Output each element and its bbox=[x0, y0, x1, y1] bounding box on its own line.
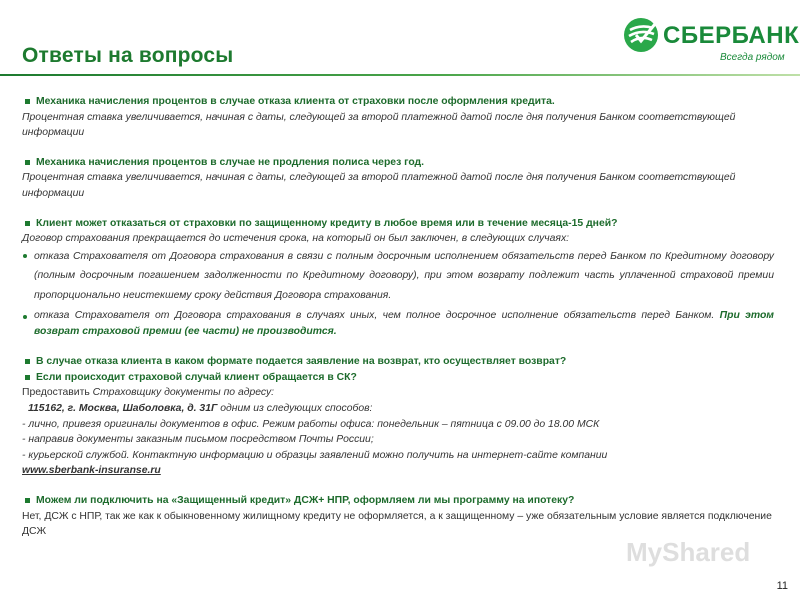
method-line-3: - курьерской службой. Контактную информацию и образцы заявлений можно получить на интернет-сайте компании bbox=[22, 449, 608, 461]
answer-3-bullet-1: отказа Страхователя от Договора страхования в связи с полным досрочным исполнением обязательств перед Банком по Кредитному договору (полным досрочным погашением задолженности по Кредитному договору), при этом возврату подлежит часть уплаченной страховой премии пропорционально неистекшему сроку действия Договора страхования. bbox=[22, 247, 774, 306]
address-rest: одним из следующих способов: bbox=[217, 403, 373, 415]
address-bold: 115162, г. Москва, Шаболовка, д. 31Г bbox=[28, 403, 218, 415]
sberbank-logo bbox=[622, 16, 800, 66]
question-6: Можем ли подключить на «Защищенный кредит» ДСЖ+ НПР, оформляем ли мы программу на ипотеку? bbox=[22, 493, 774, 509]
office-address bbox=[22, 401, 774, 417]
answer-6: Нет, ДСЖ с НПР, так же как к обыкновенному жилищному кредиту не оформляется, а к защищенному – уже обязательным условие является подключение ДСЖ bbox=[22, 510, 772, 538]
bullet-2-text: отказа Страхователя от Договора страхования в случаях иных, чем полное досрочное исполнение обязательств перед Банком. bbox=[34, 310, 715, 322]
method-line-1: - лично, привезя оригиналы документов в офис. Режим работы офиса: понедельник – пятница с 09.00 до 18.00 МСК bbox=[22, 418, 600, 430]
question-4: В случае отказа клиента в каком формате подается заявление на возврат, кто осуществляет возврат? bbox=[22, 354, 774, 370]
answer-3-bullet-2 bbox=[22, 308, 774, 340]
answer-3: Договор страхования прекращается до истечения срока, на который он был заключен, в следующих случаях: bbox=[22, 233, 570, 245]
page-number: 11 bbox=[776, 580, 788, 592]
question-5: Если происходит страховой случай клиент обращается в СК? bbox=[22, 370, 774, 386]
intro-plain: Предоставить bbox=[22, 387, 93, 399]
sberbank-leaf-icon bbox=[622, 16, 660, 54]
question-1: Механика начисления процентов в случае отказа клиента от страховки после оформления кредита. bbox=[22, 94, 774, 110]
question-2: Механика начисления процентов в случае не продления полиса через год. bbox=[22, 155, 774, 171]
watermark: MyShared bbox=[626, 537, 751, 567]
answer-1: Процентная ставка увеличивается, начиная с даты, следующей за второй платежной датой после дня получения Банком соответствующей информации bbox=[22, 111, 736, 139]
faq-content bbox=[22, 94, 774, 540]
insurance-site-link[interactable]: www.sberbank-insuranse.ru bbox=[22, 465, 161, 477]
logo-name: СБЕРБАНК bbox=[663, 22, 800, 49]
bullet-2-emphasis: При этом возврат страховой премии (ее части) не производится. bbox=[34, 310, 774, 338]
method-line-2: - направив документы заказным письмом посредством Почты России; bbox=[22, 434, 374, 446]
title-divider bbox=[0, 74, 800, 76]
intro-italic: Страховщику документы по адресу: bbox=[92, 387, 275, 399]
answer-4-intro bbox=[22, 385, 774, 401]
answer-2: Процентная ставка увеличивается, начиная с даты, следующей за второй платежной датой после дня получения Банком соответствующей информации bbox=[22, 172, 736, 199]
logo-tagline: Всегда рядом bbox=[720, 52, 785, 63]
question-3: Клиент может отказаться от страховки по защищенному кредиту в любое время или в течение месяца-15 дней? bbox=[22, 216, 774, 232]
page-title: Ответы на вопросы bbox=[22, 44, 234, 67]
